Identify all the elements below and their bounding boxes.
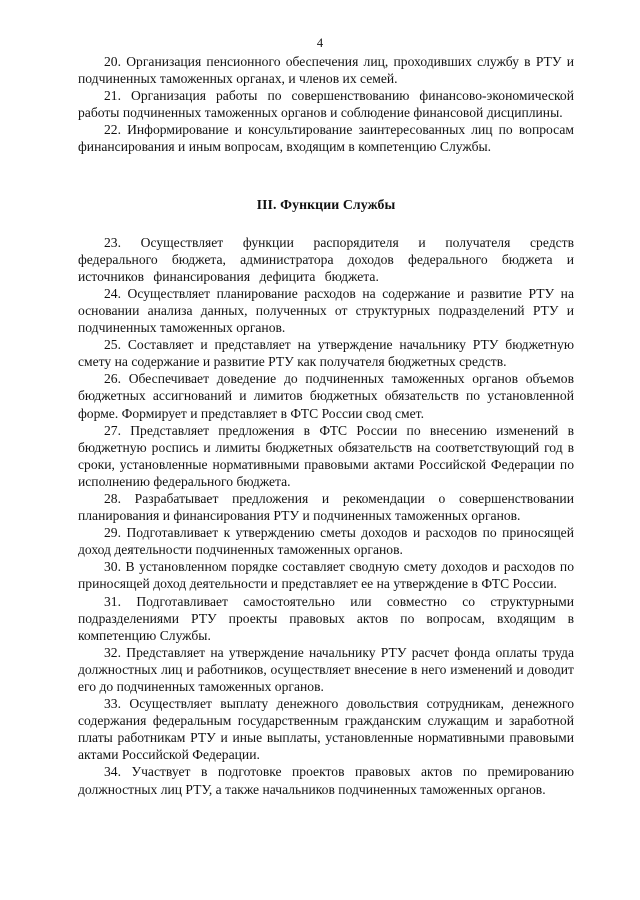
list-item: 23. Осуществляет функции распорядителя и получателя средств федерального бюджета, администратора доходов федерального бюджета и источников финансирования дефицита бюджета.: [78, 234, 574, 284]
list-item: 25. Составляет и представляет на утверждение начальнику РТУ бюджетную смету на содержание и развитие РТУ как получателя бюджетных средств.: [78, 337, 574, 370]
list-item: 33. Осуществляет выплату денежного довольствия сотрудникам, денежного содержания федеральным государственным гражданским служащим и заработной платы работникам РТУ и иные выплаты, установленные нормативными правовыми актами Российской Федерации.: [78, 696, 574, 763]
section-title: III. Функции Службы: [256, 196, 396, 212]
list-item: 27. Представляет предложения в ФТС России по внесению изменений в бюджетную роспись и лимиты бюджетных обязательств на соответствующий год в сроки, установленные нормативными правовыми актами Российской Федерации по исполнению федерального бюджета.: [78, 422, 574, 489]
list-item: 20. Организация пенсионного обеспечения лиц, проходивших службу в РТУ и подчиненных таможенных органах, и членов их семей.: [78, 54, 574, 87]
document-body: [78, 53, 574, 798]
list-item: 29. Подготавливает к утверждению сметы доходов и расходов по приносящей доход деятельности подчиненных таможенных органов.: [78, 525, 574, 558]
list-item: 22. Информирование и консультирование заинтересованных лиц по вопросам финансирования и иным вопросам, входящим в компетенцию Службы.: [78, 122, 574, 155]
list-item: 31. Подготавливает самостоятельно или совместно со структурными подразделениями РТУ проекты правовых актов по вопросам, входящим в компетенцию Службы.: [78, 593, 574, 643]
list-item: 32. Представляет на утверждение начальнику РТУ расчет фонда оплаты труда должностных лиц и работников, осуществляет внесение в него изменений и доводит его до подчиненных таможенных органов.: [78, 644, 574, 694]
list-item: 24. Осуществляет планирование расходов на содержание и развитие РТУ на основании анализа данных, полученных от структурных подразделений РТУ и подчиненных таможенных органов.: [78, 285, 574, 336]
list-item: 21. Организация работы по совершенствованию финансово-экономической работы подчиненных таможенных органов и соблюдение финансовой дисциплины.: [78, 88, 574, 121]
list-item: 30. В установленном порядке составляет сводную смету доходов и расходов по приносящей доход деятельности и представляет ее на утверждение в ФТС России.: [78, 559, 574, 592]
page-number: 4: [316, 36, 324, 50]
list-item: 28. Разрабатывает предложения и рекомендации о совершенствовании планирования и финансирования РТУ и подчиненных таможенных органов.: [78, 490, 574, 524]
list-item: 26. Обеспечивает доведение до подчиненных таможенных органов объемов бюджетных ассигнований и лимитов бюджетных обязательств по установленной форме. Формирует и представляет в ФТС России свод смет.: [78, 371, 574, 421]
list-item: 34. Участвует в подготовке проектов правовых актов по премированию должностных лиц РТУ, а также начальников подчиненных таможенных органов.: [78, 764, 574, 797]
